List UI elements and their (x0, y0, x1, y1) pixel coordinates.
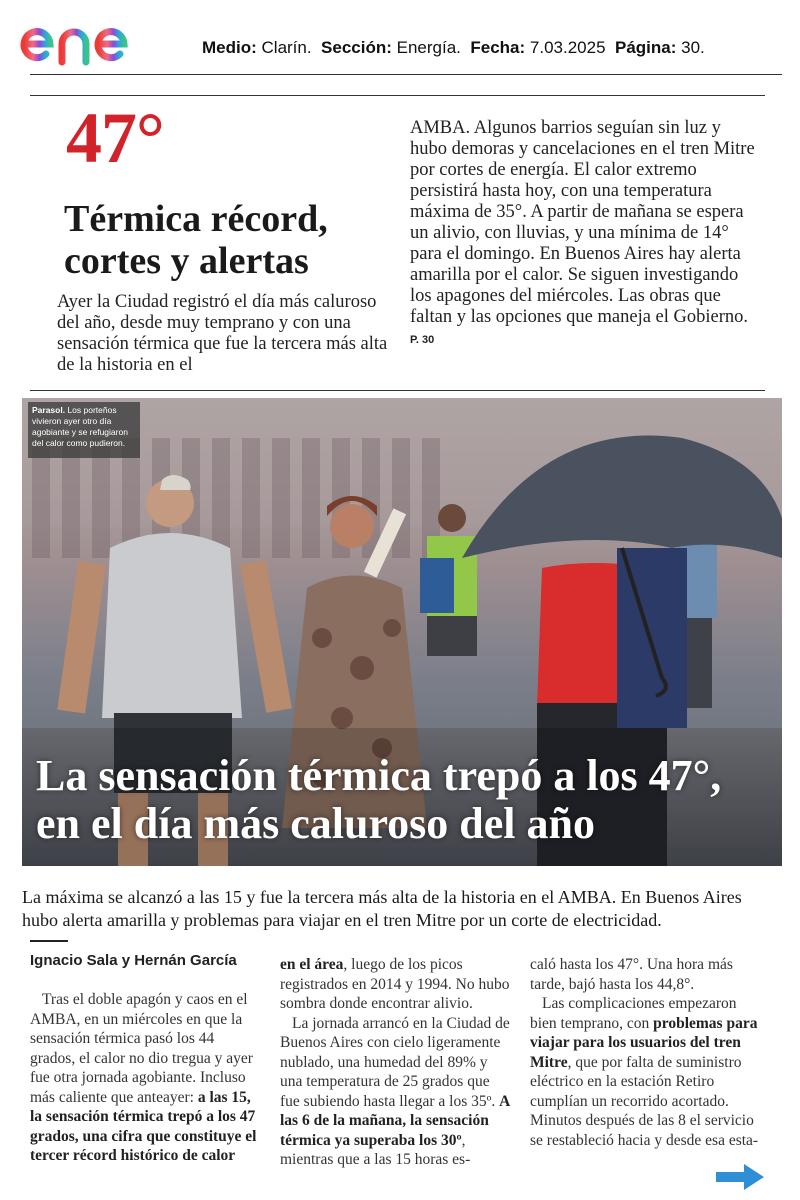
pagina-label: Página: (614, 38, 677, 57)
pagina-value: 30. (681, 38, 705, 57)
page-reference: P. 30 (410, 334, 435, 346)
article-column-1 (30, 990, 262, 1166)
col3-p2-end: , que por falta de suministro eléctrico en la estación Retiro cumplían un recorrido acortado. Minutos después de las 8 el servicio se restableció hacia y desde esa esta- (530, 1053, 759, 1149)
right-arrow-icon[interactable] (714, 1162, 766, 1192)
byline: Ignacio Sala y Hernán García (30, 952, 237, 969)
teaser-summary-left: Ayer la Ciudad registró el día más caluroso del año, desde muy temprano y con una sensación térmica que fue la tercera más alta de la historia en el (57, 292, 388, 375)
seccion-label: Sección: (321, 38, 392, 57)
fecha-label: Fecha: (470, 38, 526, 57)
col2-p2-end: , mientras que a las 15 horas es- (280, 1131, 471, 1168)
col2-p2-text: La jornada arrancó en la Ciudad de Buenos Aires con cielo ligeramente nublado, una humedad del 89% y una temperatura de 25 grados que fue subiendo hasta llegar a los 35º. (280, 1014, 510, 1110)
col2-p1: , luego de los picos registrados en 2014 y 1994. No hubo sombra donde encontrar alivio. (280, 956, 510, 1012)
medio-value: Clarín. (261, 38, 312, 57)
col1-text: Tras el doble apagón y caos en el AMBA, en un miércoles en que la sensación térmica pasó los 44 grados, el calor no dio tregua y ayer fue otra jornada agobiante. Incluso más caliente que anteayer: (30, 991, 253, 1106)
teaser-bottom-rule (30, 390, 765, 391)
teaser-headline: Térmica récord, cortes y alertas (64, 198, 328, 282)
seccion-value: Energía. (396, 38, 461, 57)
photo-caption (28, 402, 140, 458)
col3-p2-start: Las complicaciones empezaron bien temprano, con (530, 995, 737, 1032)
teaser-top-rule (30, 95, 765, 96)
article-subhead: La máxima se alcanzó a las 15 y fue la tercera más alta de la historia en el AMBA. En Buenos Aires hubo alerta amarilla y problemas para viajar en el tren Mitre por un corte de electricidad. (22, 887, 742, 930)
photo-headline: La sensación térmica trepó a los 47°, en el día más caluroso del año (36, 751, 722, 848)
header-divider (30, 74, 782, 75)
col2-bold-start: en el área (280, 956, 344, 973)
teaser-summary-right-text: AMBA. Algunos barrios seguían sin luz y hubo demoras y cancelaciones en el tren Mitre por cortes de energía. El calor extremo persistirá hasta hoy, con una temperatura máxima de 35°. A partir de mañana se espera un alivio, con lluvias, y una mínima de 14° para el domingo. En Buenos Aires hay alerta amarilla por el calor. Se siguen investigando los apagones del miércoles. Las obras que faltan y las opciones que maneja el Gobierno. (410, 118, 755, 327)
col3-p1: caló hasta los 47°. Una hora más tarde, bajó hasta los 44,8°. (530, 956, 733, 993)
col3-p2-bold: problemas para viajar para los usuarios del tren Mitre (530, 1014, 758, 1071)
article-column-2 (280, 955, 512, 1170)
caption-label: Parasol. (32, 405, 66, 415)
fecha-value: 7.03.2025 (529, 38, 606, 57)
big-temperature: 47° (66, 98, 164, 178)
enel-logo (18, 10, 168, 68)
teaser-summary-right (410, 118, 755, 351)
byline-rule (30, 940, 68, 942)
caption-text: Los porteños vivieron ayer otro día agobiante y se refugiaron del calor como pudieron. (32, 405, 128, 448)
medio-label: Medio: (202, 38, 257, 57)
header-meta (202, 38, 705, 58)
col1-bold: a las 15, la sensación térmica trepó a los 47 grados, una cifra que constituye el tercer récord histórico de calor (30, 1088, 257, 1164)
article-column-3 (530, 955, 762, 1150)
col2-p2-bold: A las 6 de la mañana, la sensación térmica ya superaba los 30º (280, 1092, 510, 1149)
